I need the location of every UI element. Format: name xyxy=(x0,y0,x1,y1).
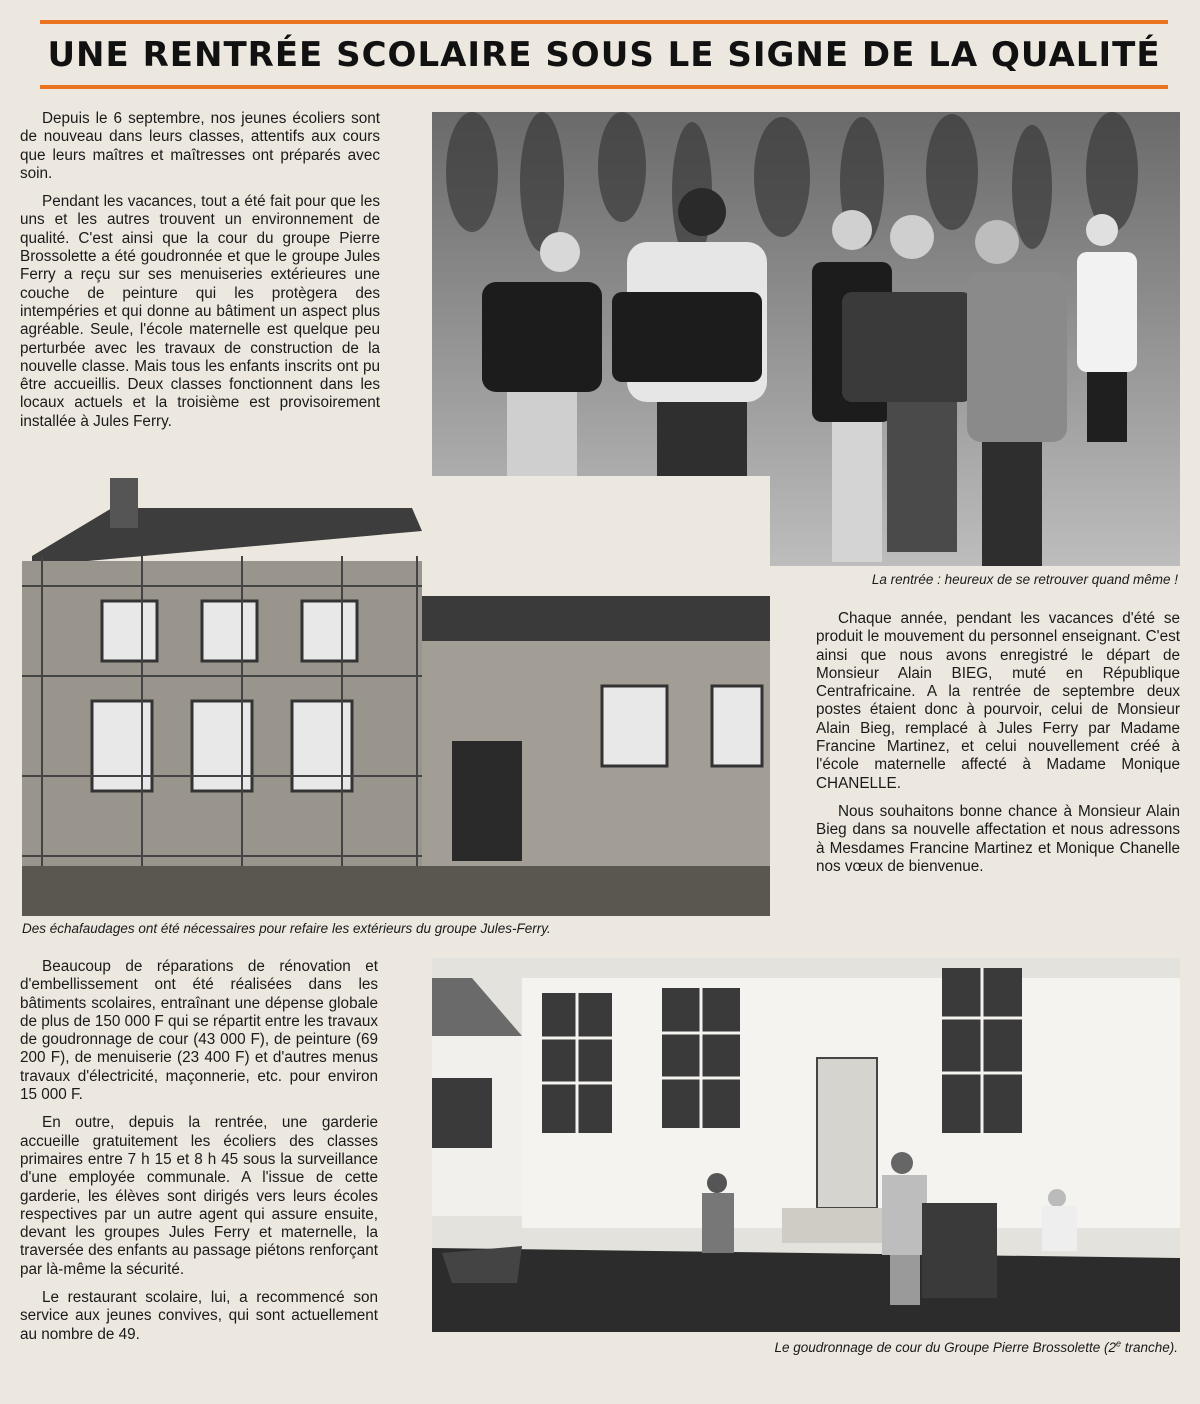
article-column-personnel xyxy=(816,610,1180,886)
photo-scaffolding-jules-ferry xyxy=(22,476,770,916)
caption-text: Le goudronnage de cour du Groupe Pierre Brossolette (2 xyxy=(774,1340,1116,1355)
paragraph: Le restaurant scolaire, lui, a recommencé son service aux jeunes convives, qui sont actuellement au nombre de 49. xyxy=(20,1289,378,1343)
paragraph: Chaque année, pendant les vacances d'été se produit le mouvement du personnel enseignant. C'est ainsi que nous avons enregistré le départ de Monsieur Alain BIEG, muté en République Centrafricaine. A la rentrée de septembre deux postes étaient donc à pourvoir, celui de Monsieur Alain Bieg, remplacé à Jules Ferry par Madame Francine Martinez, et celui nouvellement créé à l'école maternelle affecté à Madame Monique CHANELLE. xyxy=(816,610,1180,792)
headline-bottom-rule xyxy=(40,85,1168,89)
paragraph: Pendant les vacances, tout a été fait pour que les uns et les autres trouvent un environnement de qualité. C'est ainsi que la cour du groupe Pierre Brossolette a été goudronnée et que le groupe Jules Ferry a reçu sur ses menuiseries extérieures une couche de peinture qui les protègera des intempéries et qui donne au bâtiment un aspect plus agréable. Seule, l'école maternelle est quelque peu perturbée avec les travaux de construction de la nouvelle classe. Mais tous les enfants inscrits ont pu être accueillis. Deux classes fonctionnent dans les locaux actuels et la troisième est provisoirement installée à Jules Ferry. xyxy=(20,193,380,430)
scaffolding-photo-image xyxy=(22,476,770,916)
article-headline: UNE RENTRÉE SCOLAIRE SOUS LE SIGNE DE LA QUALITÉ xyxy=(47,35,1161,75)
paragraph: Depuis le 6 septembre, nos jeunes écoliers sont de nouveau dans leurs classes, attentifs aux cours que leurs maîtres et maîtresses ont préparés avec soin. xyxy=(20,110,380,182)
paragraph: Nous souhaitons bonne chance à Monsieur Alain Bieg dans sa nouvelle affectation et nous adressons à Mesdames Francine Martinez et Monique Chanelle nos vœux de bienvenue. xyxy=(816,802,1180,875)
paragraph: En outre, depuis la rentrée, une garderie accueille gratuitement les écoliers des classes primaires entre 7 h 15 et 8 h 45 sous la surveillance d'une employée communale. A l'issue de cette garderie, les élèves sont dirigés vers leurs écoles respectives par un autre agent qui assure ensuite, devant les groupes Jules Ferry et maternelle, la traversée des enfants au passage piétons renforçant par là-même la sécurité. xyxy=(20,1114,378,1278)
article-column-travaux xyxy=(20,958,378,1354)
caption-text-end: tranche). xyxy=(1120,1340,1178,1355)
photo-caption-rentree: La rentrée : heureux de se retrouver quand même ! xyxy=(871,572,1178,587)
photo-caption-scaffolding: Des échafaudages ont été nécessaires pour refaire les extérieurs du groupe Jules-Ferry. xyxy=(22,921,551,936)
photo-caption-goudronnage xyxy=(774,1340,1178,1356)
caption-superscript: e xyxy=(1115,1338,1121,1349)
paragraph: Beaucoup de réparations de rénovation et d'embellissement ont été réalisées dans les bâtiments scolaires, entraînant une dépense globale de plus de 150 000 F qui se répartit entre les travaux de goudronnage de cour (43 000 F), de peinture (69 200 F), de menuiserie (23 400 F) et d'autres menus travaux d'électricité, maçonnerie, etc. pour environ 15 000 F. xyxy=(20,958,378,1104)
photo-goudronnage-cour xyxy=(432,958,1180,1332)
headline-top-rule xyxy=(40,20,1168,24)
article-column-intro xyxy=(20,110,380,441)
goudronnage-photo-image xyxy=(432,958,1180,1332)
